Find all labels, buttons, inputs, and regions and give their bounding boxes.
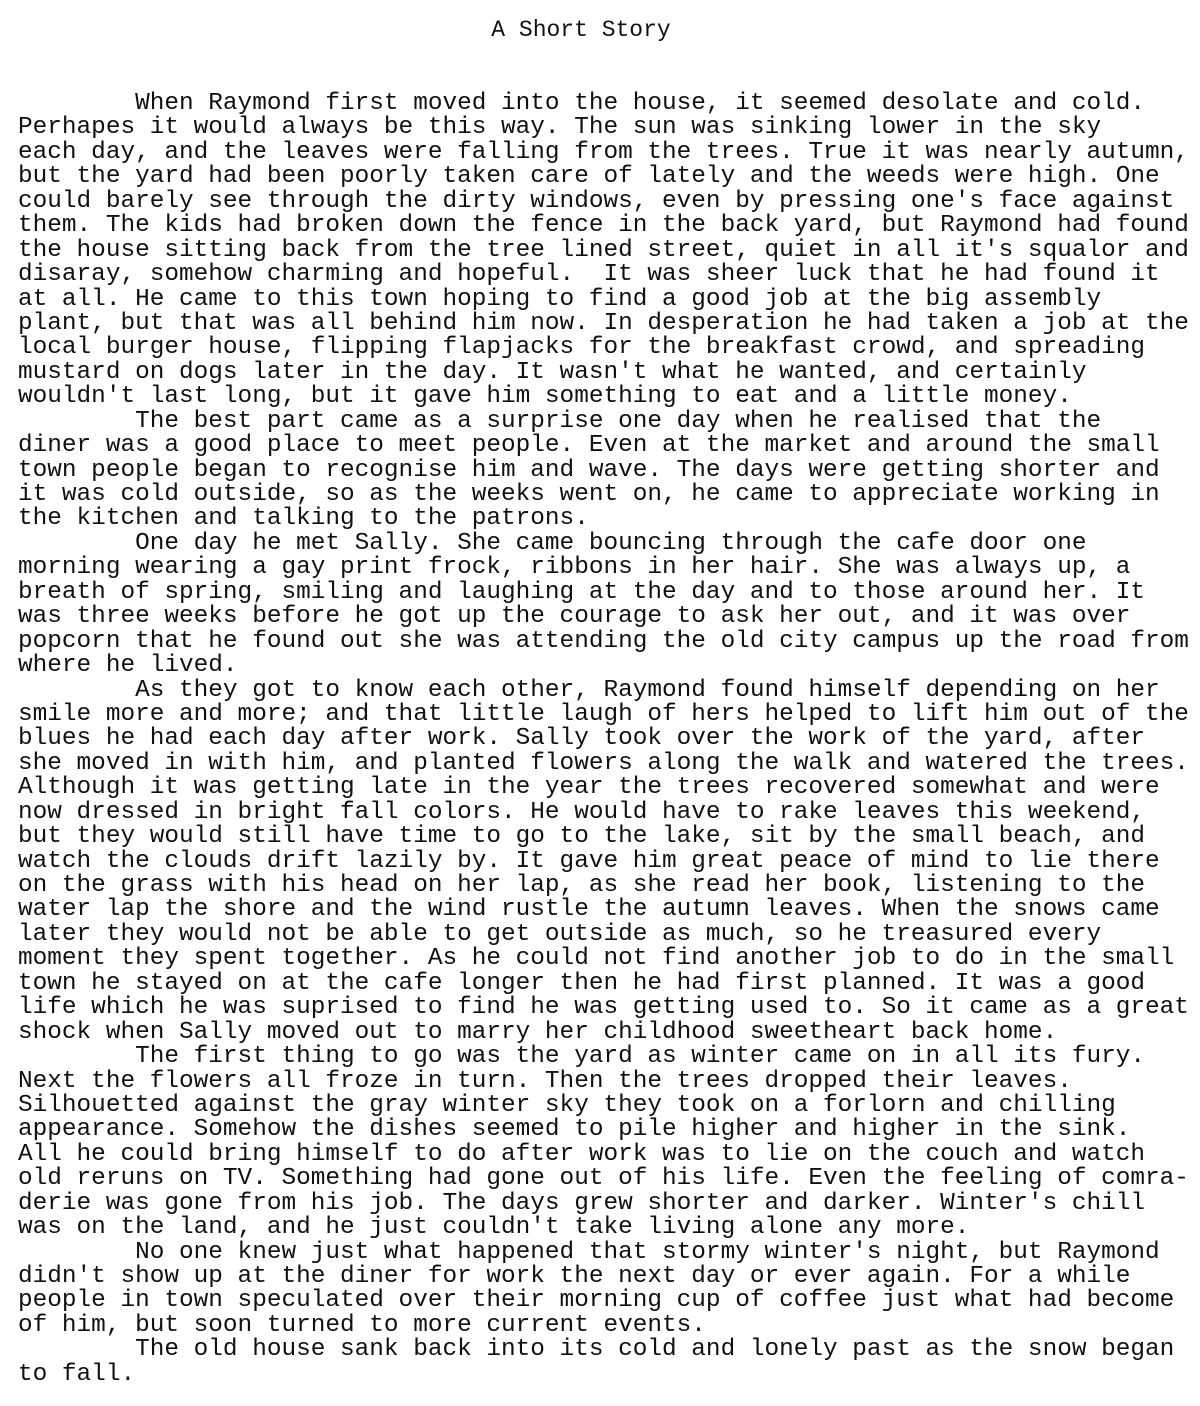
text-line: could barely see through the dirty windows, even by pressing one's face against: [18, 187, 1175, 215]
text-line: each day, and the leaves were falling from the trees. True it was nearly autumn,: [18, 138, 1189, 166]
text-line: plant, but that was all behind him now. In desperation he had taken a job at the: [18, 309, 1189, 337]
text-line: shock when Sally moved out to marry her childhood sweetheart back home.: [18, 1018, 1058, 1046]
text-line: water lap the shore and the wind rustle the autumn leaves. When the snows came: [18, 896, 1160, 924]
text-line: Perhapes it would always be this way. The sun was sinking lower in the sky: [18, 114, 1102, 142]
text-line: didn't show up at the diner for work the next day or ever again. For a while: [18, 1263, 1131, 1290]
text-line: them. The kids had broken down the fence in the back yard, but Raymond had found: [18, 212, 1189, 240]
text-line: life which he was suprised to find he was getting used to. So it came as a great: [18, 994, 1189, 1022]
text-line: moment they spent together. As he could not find another job to do in the small: [18, 945, 1175, 973]
text-line: it was cold outside, so as the weeks went on, he came to appreciate working in: [18, 481, 1160, 508]
text-line: Next the flowers all froze in turn. Then the trees dropped their leaves.: [18, 1067, 1072, 1095]
text-line: popcorn that he found out she was attending the old city campus up the road from: [18, 627, 1189, 655]
text-line: on the grass with his head on her lap, as she read her book, listening to the: [18, 872, 1146, 899]
text-line: diner was a good place to meet people. Even at the market and around the small: [18, 432, 1160, 460]
text-line: All he could bring himself to do after work was to lie on the couch and watch: [18, 1140, 1146, 1168]
text-line: she moved in with him, and planted flowers along the walk and watered the trees.: [18, 749, 1189, 777]
text-line: town people began to recognise him and wave. The days were getting shorter and: [18, 456, 1160, 484]
story-body: [18, 92, 1189, 1387]
text-line: One day he met Sally. She came bouncing through the cafe door one: [18, 529, 1087, 557]
text-line: Silhouetted against the gray winter sky they took on a forlorn and chilling: [18, 1091, 1116, 1119]
text-line: disaray, somehow charming and hopeful. It was sheer luck that he had found it: [18, 261, 1160, 289]
text-line: the kitchen and talking to the patrons.: [18, 505, 589, 533]
text-line: at all. He came to this town hoping to find a good job at the big assembly: [18, 285, 1102, 313]
text-line: wouldn't last long, but it gave him something to eat and a little money.: [18, 383, 1072, 411]
text-line: appearance. Somehow the dishes seemed to pile higher and higher in the sink.: [18, 1116, 1131, 1144]
text-line: The best part came as a surprise one day when he realised that the: [18, 407, 1102, 435]
document-title: A Short Story: [491, 17, 671, 43]
text-line: As they got to know each other, Raymond found himself depending on her: [18, 676, 1160, 704]
text-line: mustard on dogs later in the day. It wasn't what he wanted, and certainly: [18, 358, 1087, 386]
text-line: but they would still have time to go to the lake, sit by the small beach, and: [18, 823, 1146, 851]
text-line: people in town speculated over their morning cup of coffee just what had become: [18, 1287, 1175, 1315]
text-line: of him, but soon turned to more current events.: [18, 1311, 706, 1339]
text-line: town he stayed on at the cafe longer then he had first planned. It was a good: [18, 969, 1146, 997]
text-line: No one knew just what happened that stormy winter's night, but Raymond: [18, 1238, 1160, 1266]
text-line: now dressed in bright fall colors. He would have to rake leaves this weekend,: [18, 798, 1146, 826]
text-line: morning wearing a gay print frock, ribbons in her hair. She was always up, a: [18, 554, 1131, 582]
text-line: where he lived.: [18, 652, 238, 680]
text-line: old reruns on TV. Something had gone out of his life. Even the feeling of comra-: [18, 1165, 1189, 1193]
text-line: The old house sank back into its cold and lonely past as the snow began: [18, 1336, 1175, 1364]
text-line: to fall.: [18, 1360, 136, 1388]
text-line: the house sitting back from the tree lined street, quiet in all it's squalor and: [18, 236, 1189, 264]
text-line: was three weeks before he got up the courage to ask her out, and it was over: [18, 603, 1131, 631]
text-line: local burger house, flipping flapjacks for the breakfast crowd, and spreading: [18, 334, 1146, 362]
text-line: The first thing to go was the yard as winter came on in all its fury.: [18, 1043, 1146, 1071]
text-line: smile more and more; and that little laugh of hers helped to lift him out of the: [18, 700, 1189, 728]
text-line: but the yard had been poorly taken care of lately and the weeds were high. One: [18, 163, 1160, 191]
text-line: later they would not be able to get outside as much, so he treasured every: [18, 920, 1102, 948]
text-line: blues he had each day after work. Sally took over the work of the yard, after: [18, 725, 1146, 753]
text-line: breath of spring, smiling and laughing at the day and to those around her. It: [18, 578, 1146, 606]
text-line: watch the clouds drift lazily by. It gave him great peace of mind to lie there: [18, 847, 1160, 875]
text-line: was on the land, and he just couldn't take living alone any more.: [18, 1214, 970, 1242]
text-line: When Raymond first moved into the house, it seemed desolate and cold.: [18, 90, 1146, 117]
text-line: derie was gone from his job. The days grew shorter and darker. Winter's chill: [18, 1189, 1146, 1217]
text-line: Although it was getting late in the year the trees recovered somewhat and were: [18, 774, 1160, 802]
